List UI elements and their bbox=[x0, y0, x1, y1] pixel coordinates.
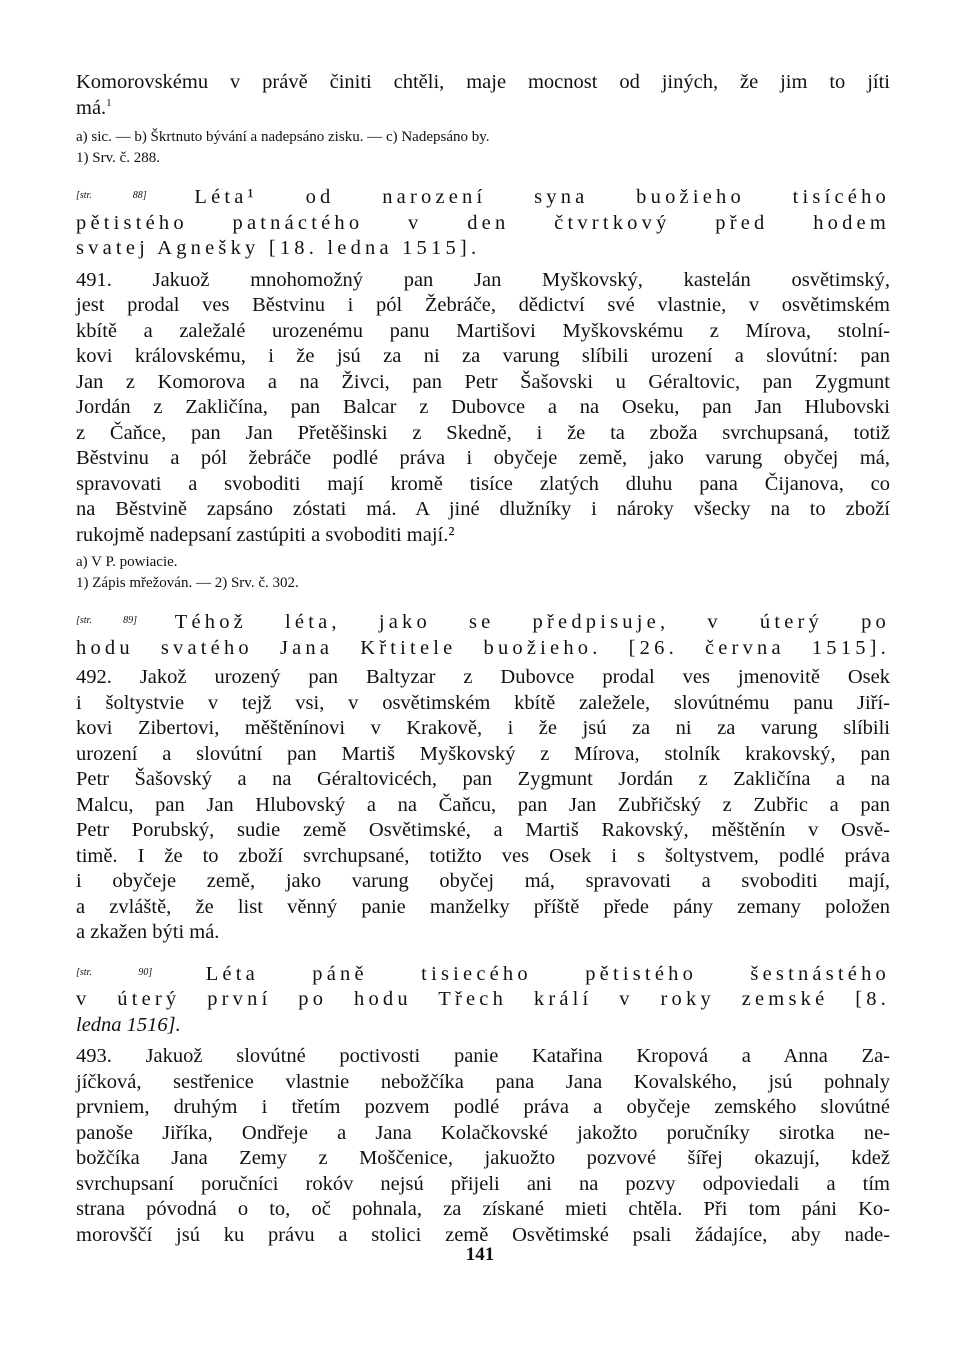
body-line: božčíka Jana Zemy z Moščenice, jakuožto pozvové šířej okazují, kdež bbox=[76, 1147, 890, 1169]
body-line: kovi královskému, i že jsú za ni za varung slíbili urození a slovútní: pan bbox=[76, 345, 890, 367]
body-line: Petr Porubský, sudie země Osvětimské, a Martiš Rakovský, měštěnín v Osvě- bbox=[76, 819, 890, 841]
entry-header-line: pětistého patnáctého v den čtvrtkový před hodem bbox=[76, 211, 890, 234]
body-line: Petr Šašovský a na Géraltovicéch, pan Zygmunt Jordán z Zakličína a na bbox=[76, 768, 890, 790]
footnote-line: 1) Srv. č. 288. bbox=[76, 150, 161, 166]
entry-493 bbox=[76, 960, 890, 1249]
page-number: 141 bbox=[465, 1244, 495, 1265]
body-line: svrchupsaní poručníci rokóv nejsú přijeli ani na pozvy odpoviedali a tím bbox=[76, 1172, 890, 1195]
text-line: má.$^1$ bbox=[76, 96, 112, 119]
body-line: 491. Jakuož mnohomožný pan Jan Myškovský, kastelán osvětimský, bbox=[76, 268, 890, 291]
entry-header-line: svatej Agnešky [18. ledna 1515]. bbox=[76, 237, 481, 259]
text-line: Komorovskému v právě činiti chtěli, maje mocnost od jiných, že jim to jíti bbox=[76, 71, 890, 93]
body-line: rukojmě nadepsaní zastúpiti a svoboditi mají.² bbox=[76, 523, 455, 546]
entry-header-line: [str. 88] Léta¹ od narození syna buožieho tisícého bbox=[76, 186, 890, 208]
body-line: spravovati a svoboditi mají kromě tisíce zlatých dluhu pana Čijanova, co bbox=[76, 472, 890, 495]
intro-paragraph bbox=[76, 70, 890, 121]
body-line: i obyčeje země, jako varung obyčej má, spravovati a svoboditi mají, bbox=[76, 870, 890, 892]
body-line: morovščí jsú ku právu a stolici země Osvětimské psali žádajíce, aby nade- bbox=[76, 1223, 890, 1246]
body-line: i šoltystvie v tejž vsi, v osvětimském kbítě zaležele, slovútnému panu Jiří- bbox=[76, 691, 890, 714]
body-line: jíčková, sestřenice vlastnie nebožčíka pana Jana Kovalského, jsú pohnaly bbox=[76, 1070, 890, 1093]
footnote-line: a) sic. — b) Škrtnuto bývání a nadepsáno zisku. — c) Nadepsáno by. bbox=[76, 129, 490, 145]
body-line: 493. Jakuož slovútné poctivosti panie Katařina Kropová a Anna Za- bbox=[76, 1045, 890, 1067]
body-line: Jan z Komorova a na Živci, pan Petr Šašovski u Géraltovic, pan Zygmunt bbox=[76, 370, 890, 393]
entry-header-line: [str. 89] Téhož léta, jako se předpisuje, v úterý po bbox=[76, 611, 890, 633]
body-line: 492. Jakož urozený pan Baltyzar z Dubovce prodal ves jmenovitě Osek bbox=[76, 666, 890, 688]
page-margin-ref: [str. 89] bbox=[76, 615, 137, 626]
body-line: urození a slovútní pan Martiš Myškovský z Mírova, stolník krakovský, pan bbox=[76, 742, 890, 765]
body-line: a zkažen býti má. bbox=[76, 921, 220, 943]
body-line: kbítě a zaležalé urozenému panu Martišovi Myškovskému z Mírova, stolní- bbox=[76, 319, 890, 342]
body-line: a zvláště, že list věnný panie manželky příště přede pány zemany položen bbox=[76, 895, 890, 918]
body-line: z Čaňce, pan Jan Přetěšinski z Skedně, i že ta zboža svrchupsaná, totiž bbox=[76, 421, 890, 444]
body-line: prvniem, druhým i třetím pozvem podlé práva a obyčeje zemského slovútné bbox=[76, 1096, 890, 1118]
entry-491 bbox=[76, 183, 890, 594]
entry-header-line: [str. 90] Léta páně tisiecého pětistého šestnástého bbox=[76, 962, 890, 985]
entry-header-line: hodu svatého Jana Křtitele buožieho. [26. června 1515]. bbox=[76, 636, 890, 659]
body-line: strana póvodná o to, oč pohnala, za získané mieti chtěla. Při tom páni Ko- bbox=[76, 1198, 890, 1220]
body-line: panoše Jiříka, Ondřeje a Jana Kolačkovské jakožto poručníky sirotka ne- bbox=[76, 1121, 890, 1144]
body-line: Běstvinu a pól žebráče podlé práva i obyčeje země, jako varung obyčej má, bbox=[76, 447, 890, 469]
body-line: timě. I že to zboží svrchupsané, totižto ves Osek i s šoltystvem, podlé práva bbox=[76, 844, 890, 867]
document-page bbox=[76, 70, 890, 1248]
page-margin-ref: [str. 88] bbox=[76, 190, 147, 201]
body-line: jest prodal ves Běstvinu i pól Žebráče, dědictví své vlastnie, v osvětimském bbox=[76, 294, 890, 316]
entry-header-line: ledna 1516]. bbox=[76, 1013, 181, 1036]
footnotes bbox=[76, 552, 890, 594]
page-margin-ref: [str. 90] bbox=[76, 966, 153, 978]
footnote-ref: 1 bbox=[106, 96, 112, 109]
footnotes bbox=[76, 127, 890, 169]
entry-492 bbox=[76, 608, 890, 946]
footnote-line: 1) Zápis mřežován. — 2) Srv. č. 302. bbox=[76, 575, 299, 591]
body-line: kovi Zibertovi, měštěnínovi v Krakově, i že jsú za ni za varung slíbili bbox=[76, 717, 890, 739]
footnote-line: a) V P. powiacie. bbox=[76, 554, 178, 570]
body-line: Jordán z Zakličína, pan Balcar z Dubovce a na Oseku, pan Jan Hlubovski bbox=[76, 396, 890, 418]
body-line: Malcu, pan Jan Hlubovský a na Čaňcu, pan Jan Zubřičský z Zubřic a pan bbox=[76, 793, 890, 816]
body-line: na Běstvině zapsáno zóstati má. A jiné dlužníky i nároky všecky na to zboží bbox=[76, 498, 890, 520]
entry-header-line: v úterý první po hodu Třech králí v roky zemské [8. bbox=[76, 988, 890, 1010]
